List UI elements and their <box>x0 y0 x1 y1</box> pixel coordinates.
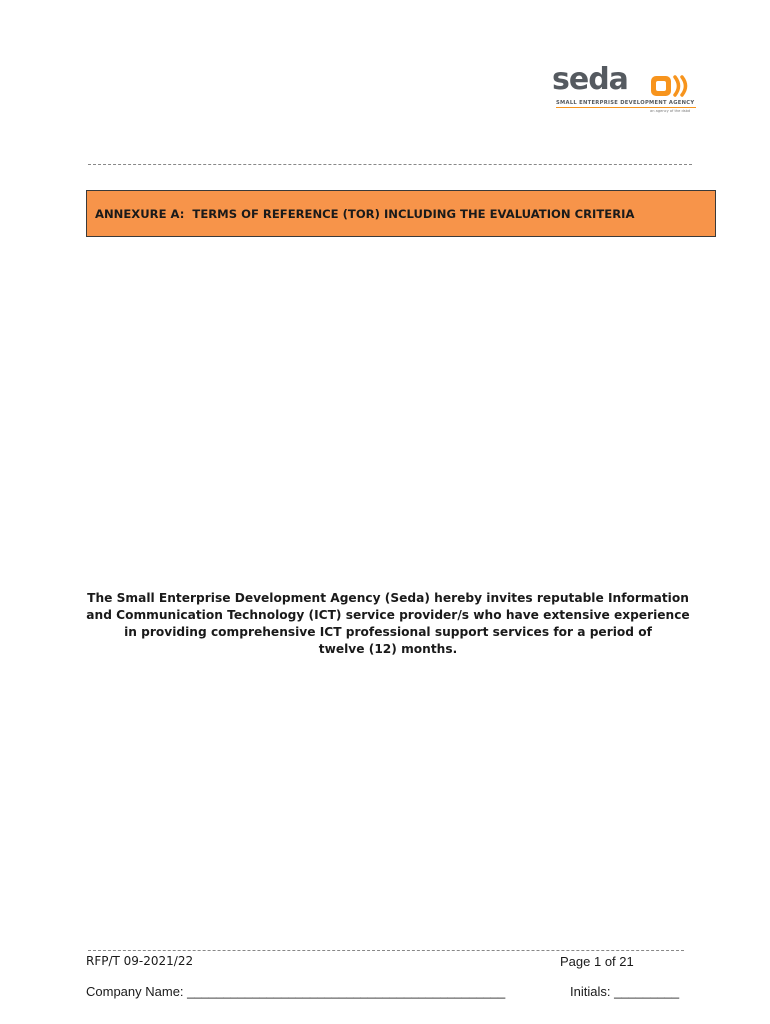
annexure-banner <box>86 190 716 237</box>
seda-logo <box>552 62 702 116</box>
invitation-line: in providing comprehensive ICT professional support services for a period of <box>124 625 652 639</box>
page-number: Page 1 of 21 <box>560 954 634 969</box>
logo-divider <box>556 107 696 108</box>
header-divider <box>88 164 692 165</box>
invitation-paragraph <box>86 590 690 658</box>
rfp-reference: RFP/T 09-2021/22 <box>86 954 194 968</box>
company-name-field[interactable]: Company Name: ____________________________________________ <box>86 984 506 999</box>
annexure-title: ANNEXURE A: TERMS OF REFERENCE (TOR) INCLUDING THE EVALUATION CRITERIA <box>95 207 635 221</box>
initials-field[interactable]: Initials: _________ <box>570 984 680 999</box>
invitation-line: and Communication Technology (ICT) service provider/s who have extensive experience <box>86 608 690 622</box>
logo-wordmark: seda <box>552 62 628 97</box>
invitation-line: twelve (12) months. <box>318 642 458 656</box>
footer-divider <box>88 950 684 951</box>
invitation-line: The Small Enterprise Development Agency (Seda) hereby invites reputable Information <box>87 591 689 605</box>
logo-tagline: an agency of the dsbd <box>650 109 691 113</box>
logo-subtitle: SMALL ENTERPRISE DEVELOPMENT AGENCY <box>556 100 695 106</box>
logo-signal-icon <box>650 74 694 98</box>
